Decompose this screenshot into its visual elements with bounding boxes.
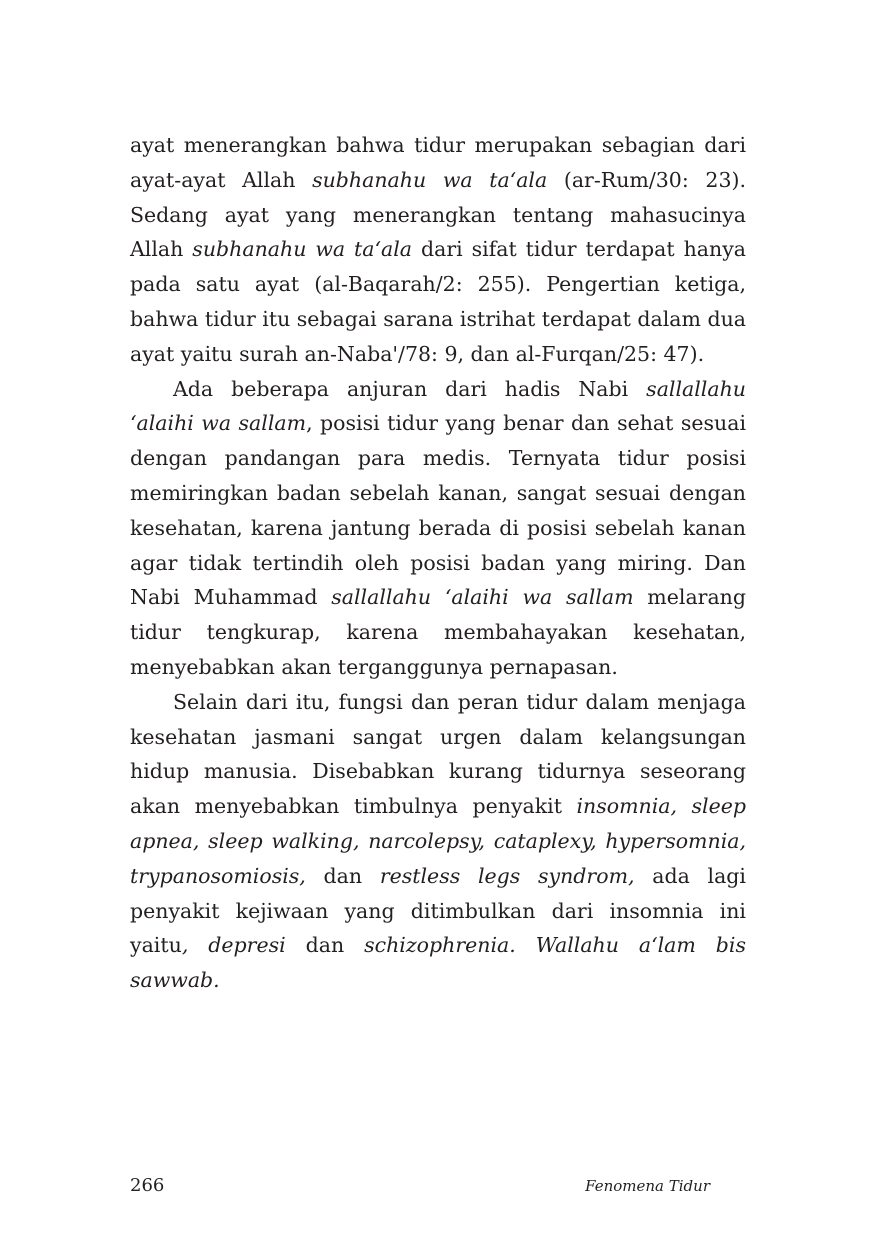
body-text — [130, 128, 746, 998]
paragraph-2: Ada beberapa anjuran dari hadis Nabi sallallahu ‘alaihi wa sallam, posisi tidur yang benar dan sehat sesuai dengan pandangan para medis. Ternyata tidur posisi memiringkan badan sebelah kanan, sangat sesuai dengan kesehatan, karena jantung berada di posisi sebelah kanan agar tidak tertindih oleh posisi badan yang miring. Dan Nabi Muhammad sallallahu ‘alaihi wa sallam melarang tidur tengkurap, karena membahayakan kesehatan, menyebabkan akan terganggunya pernapasan. — [130, 376, 747, 679]
running-title: Fenomena Tidur — [585, 1177, 710, 1195]
page-number: 266 — [130, 1175, 165, 1196]
page-footer — [130, 1174, 710, 1198]
paragraph-3: Selain dari itu, fungsi dan peran tidur dalam menjaga kesehatan jasmani sangat urgen dalam kelangsungan hidup manusia. Disebabkan kurang tidurnya seseorang akan menyebabkan timbulnya penyakit insomnia, sleep apnea, sleep walking, narcolepsy, cataplexy, hypersomnia, trypanosomiosis, dan restless legs syndrom, ada lagi penyakit kejiwaan yang ditimbulkan dari insomnia ini yaitu, depresi dan schizophrenia. Wallahu a‘lam bis sawwab. — [130, 689, 746, 993]
paragraph-1: ayat menerangkan bahwa tidur merupakan sebagian dari ayat-ayat Allah subhanahu wa ta‘ala (ar-Rum/30: 23). Sedang ayat yang menerangkan tentang mahasucinya Allah subhanahu wa ta‘ala dari sifat tidur terdapat hanya pada satu ayat (al-Baqarah/2: 255). Pengertian ketiga, bahwa tidur itu sebagai sarana istrihat terdapat dalam dua ayat yaitu surah an-Naba'/78: 9, dan al-Furqan/25: 47). — [130, 133, 747, 366]
